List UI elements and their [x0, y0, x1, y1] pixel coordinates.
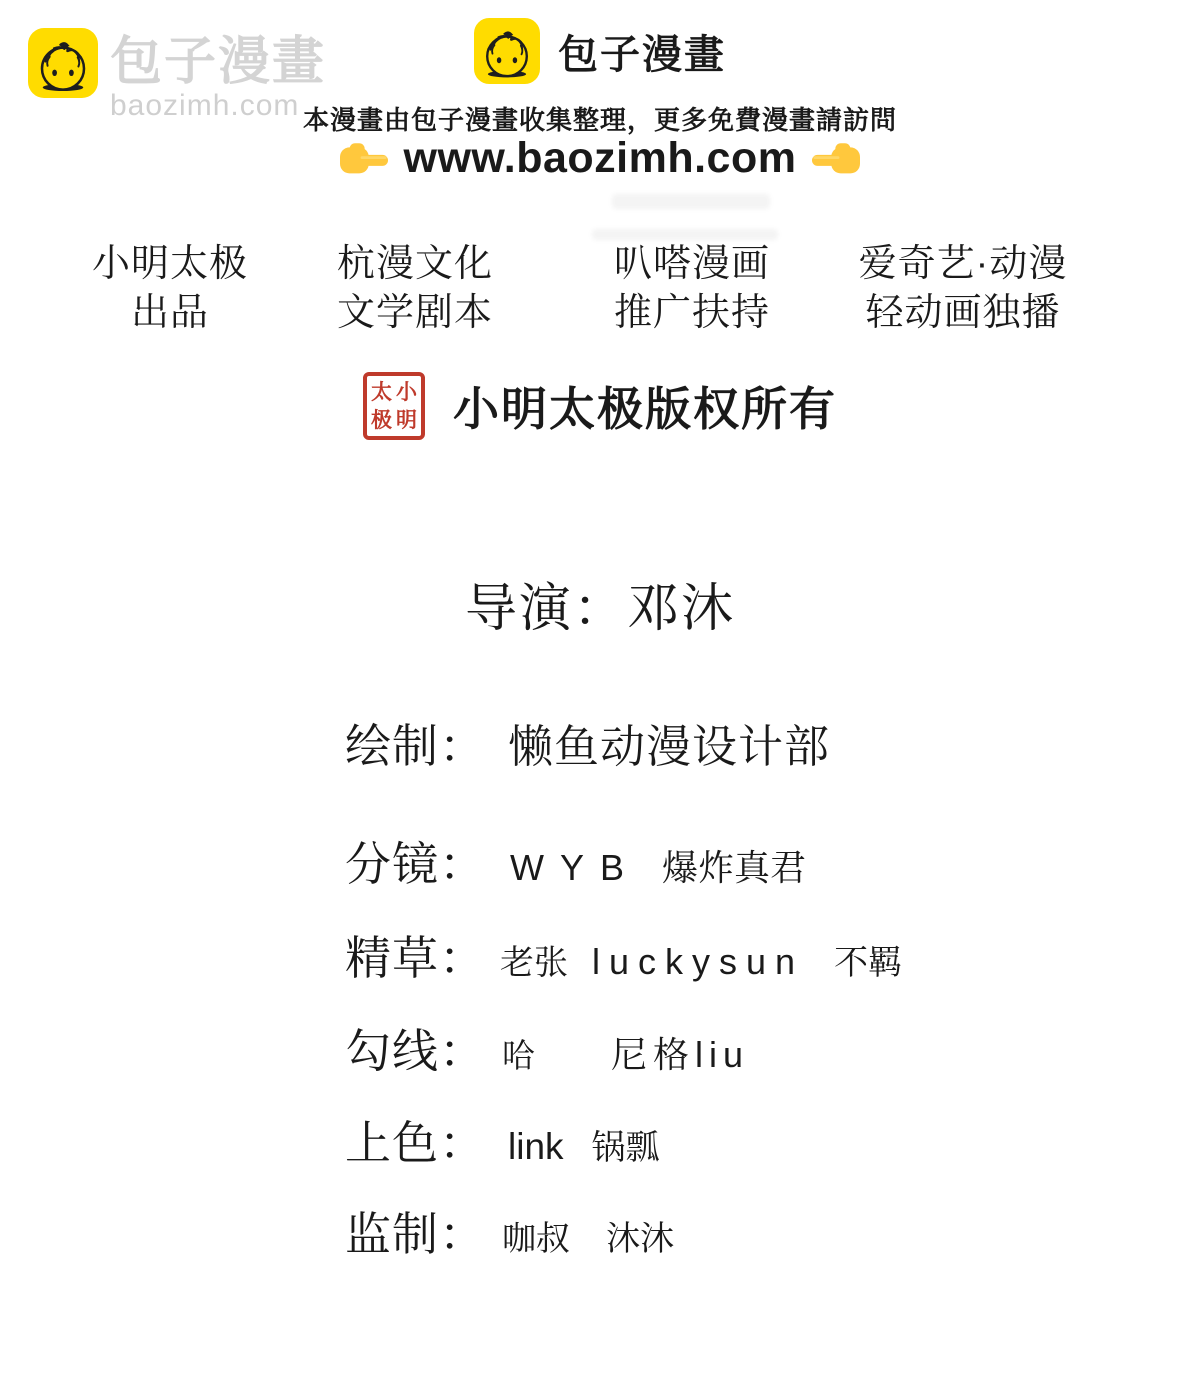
partner-name: 杭漫文化 [336, 243, 494, 285]
credit-row-jingcao [345, 922, 902, 988]
watermark-site-name: 包子漫畫 [110, 33, 327, 91]
credit-role: 导演： [464, 580, 627, 638]
credit-row-huizhi [345, 710, 830, 776]
pointing-right-hand-icon [340, 143, 388, 175]
pointing-left-hand-icon [812, 143, 860, 175]
credit-name: 爆炸真君 [662, 847, 807, 888]
seal-char: 明 [396, 408, 417, 432]
red-seal-stamp-icon [363, 372, 425, 440]
partner-iqiyi-anime [859, 240, 1068, 338]
credit-row-shangse [345, 1107, 660, 1173]
credit-role: 绘制： [345, 720, 486, 772]
partner-name: 爱奇艺·动漫 [858, 243, 1068, 285]
site-header [0, 18, 1200, 84]
credit-name: 锅瓢 [591, 1129, 660, 1167]
credit-name: link [508, 1126, 564, 1167]
seal-char: 小 [396, 380, 417, 404]
credit-name: 老张 [500, 944, 568, 982]
site-url: www.baozimh.com [403, 134, 797, 182]
partner-role: 文学剧本 [336, 292, 494, 335]
seal-char: 太 [371, 380, 392, 404]
erased-text-artifact [592, 229, 778, 240]
seal-char: 极 [371, 408, 392, 432]
credit-role: 上色： [345, 1117, 486, 1169]
erased-text-artifact [612, 194, 770, 209]
site-name: 包子漫畫 [558, 32, 726, 77]
credit-name: 哈 [502, 1037, 535, 1074]
credit-role: 勾线： [345, 1025, 486, 1077]
partner-xiaoming-taiji [92, 240, 248, 338]
credit-row-fenjing [345, 828, 806, 894]
credit-role: 监制： [345, 1208, 486, 1260]
partner-name: 小明太极 [91, 243, 249, 285]
credit-role: 精草： [345, 932, 486, 984]
partner-bada-comics [614, 240, 770, 338]
credit-name: 不羁 [834, 944, 903, 982]
copyright-text: 小明太极版权所有 [453, 383, 837, 435]
credit-name: luckysun [592, 941, 805, 982]
partner-role: 推广扶持 [613, 292, 771, 335]
partner-role: 出品 [130, 292, 210, 335]
credit-name: WYB [510, 847, 641, 888]
credit-name: 咖叔 [502, 1220, 570, 1258]
credit-role: 分镜： [345, 838, 486, 890]
credit-name: 沐沐 [606, 1220, 674, 1258]
credit-name: 尼格liu [611, 1034, 750, 1075]
partner-role: 轻动画独播 [865, 292, 1061, 335]
watermark-site-domain: baozimh.com [110, 89, 300, 122]
partner-name: 叭嗒漫画 [613, 243, 771, 285]
credit-name: 邓沐 [627, 580, 736, 638]
baozi-logo-icon [474, 18, 540, 84]
partner-hangman-culture [337, 240, 493, 338]
collection-notice: 本漫畫由包子漫畫收集整理，更多免費漫畫請訪問 [302, 105, 897, 135]
credit-row-gouxian [345, 1015, 749, 1081]
credit-row-jianzhi [345, 1198, 674, 1264]
copyright-row [0, 372, 1200, 440]
site-url-line [0, 134, 1200, 183]
credit-director [0, 566, 1200, 641]
credit-name: 懒鱼动漫设计部 [508, 721, 831, 772]
